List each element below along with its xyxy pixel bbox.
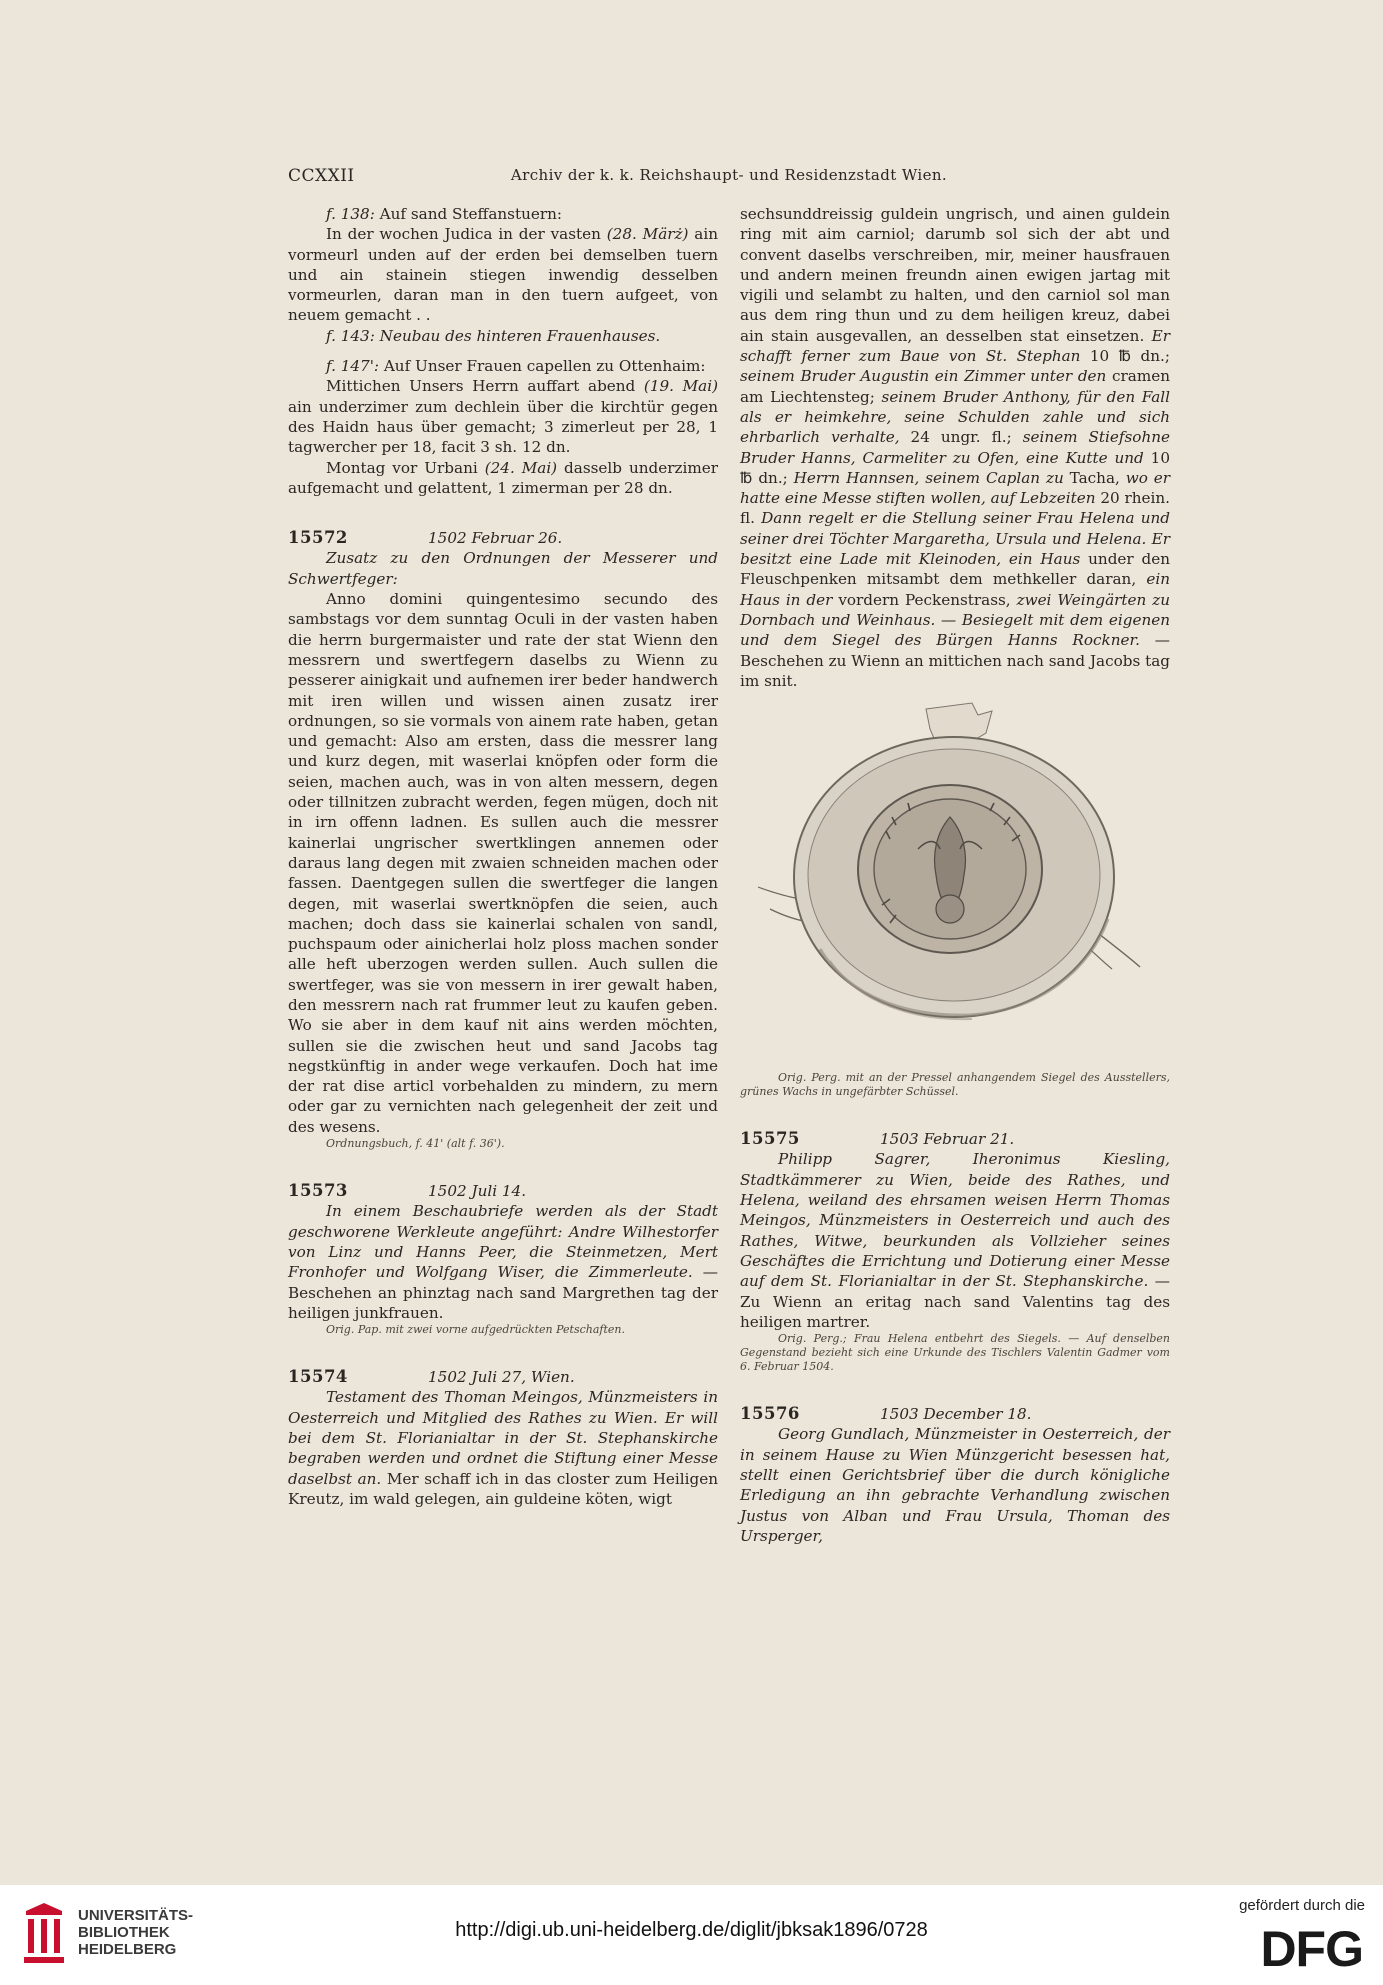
entry-source: Ordnungsbuch, f. 41' (alt f. 36'). xyxy=(326,1137,505,1151)
paragraph: sechsunddreissig guldein ungrisch, und ainen guldein ring mit aim carniol; darumb sol sich der abt und convent daselbs verschreiben, mir, meiner hausfrauen und andern meinen freundn ainen ewigen jartag mit vigili und selambt zu halten, und den carniol sol man aus dem ring thun und zu dem heiligen kreuz, dabei ain stain ausgevallen, an desselben stat einsetzen. Er schafft ferner zum Baue von St. Stephan 10 ℔ dn.; seinem Bruder Augustin ein Zimmer unter den cramen am Liechtensteg; seinem Bruder Anthony, für den Fall als er heimkehre, seine Schulden zahle und sich ehrbarlich verhalte, 24 ungr. fl.; seinem Stiefsohne Bruder Hanns, Carmeliter zu Ofen, eine Kutte und 10 ℔ dn.; Herrn Hannsen, seinem Caplan zu Tacha, wo er hatte eine Messe stiften wollen, auf Lebzeiten 20 rhein. fl. Dann regelt er die Stellung seiner Frau Helena und seiner drei Töchter Margaretha, Ursula und Helena. Er besitzt eine Lade mit Kleinoden, ein Haus under den Fleuschpenken mitsambt dem methkeller daran, ein Haus in der vordern Peckenstrass, zwei Weingärten zu Dornbach und Weinhaus. — Besiegelt mit dem eigenen und dem Siegel des Bürgen Hanns Rockner. — Beschehen zu Wienn an mittichen nach sand Jacobs tag im snit. xyxy=(740,205,1171,690)
entry-summary: Testament des Thoman Meingos, Münzmeisters in Oesterreich und Mitglied des Rathes zu Wien. Er will bei dem St. Florianialtar in der St. Stephanskirche begraben werden und ordnet die Stiftung einer Messe daselbst an. Mer schaff ich in das closter zum Heiligen Kreutz, im wald gelegen, ain guldeine köten, wigt xyxy=(288,1388,718,1508)
paragraph: f. 147': Auf Unser Frauen capellen zu Ottenhaim: xyxy=(326,357,706,376)
seal-drawing xyxy=(740,699,1170,1071)
entry-header xyxy=(288,1181,718,1201)
running-head xyxy=(288,166,1170,190)
paragraph: f. 138: Auf sand Steffanstuern: xyxy=(326,205,562,223)
right-column xyxy=(740,204,1170,1546)
seal-illustration xyxy=(740,699,1170,1071)
entry-date: 1503 December 18. xyxy=(880,1405,1032,1424)
dfg-logo[interactable]: DFG xyxy=(1260,1921,1363,1977)
entry-number: 15575 xyxy=(740,1129,800,1149)
entry-date: 1502 Juli 14. xyxy=(428,1182,527,1201)
page-folio: CCXXII xyxy=(288,166,355,186)
entry-date: 1502 Juli 27, Wien. xyxy=(428,1368,575,1387)
entry-number: 15574 xyxy=(288,1367,348,1387)
entry-header xyxy=(288,1367,718,1387)
entry-summary: Zusatz zu den Ordnungen der Messerer und Schwertfeger: xyxy=(288,549,718,588)
paragraph: Mittichen Unsers Herrn auffart abend (19. Mai) ain underzimer zum dechlein über die kirchtür gegen des Haidn haus über gemacht; 3 zimerleut per 28, 1 tagwercher per 18, facit 3 sh. 12 dn. xyxy=(288,377,718,457)
entry-date: 1503 Februar 21. xyxy=(880,1130,1015,1149)
entry-body: Anno domini quingentesimo secundo des sambstags vor dem sunntag Oculi in der vasten haben die herrn burgermaister und rate der stat Wienn den messrern und swertfegern daselbs zu Wienn zu pesserer ainigkait und aufnemen irer beder handwerch mit iren willen und wissen ainen zusatz irer ordnungen, so sie vormals von ainem rate haben, getan und gemacht: Also am ersten, dass die messrer lang und kurz degen, mit waserlai knöpfen oder form die seien, machen auch, was in von alten messern, degen oder tillnitzen zubracht werden, fegen mügen, doch nit in irn offenn ladnen. Es sullen auch die messrer kainerlai ungrischer swertklingen annemen oder daraus lang degen mit zwaien schneiden machen oder fassen. Daentgegen sullen die swertfeger die langen degen, mit waserlai swertknöpfen die seien, auch machen; doch dass sie kainerlai schalen von sandl, puchspaum oder ainicherlai holz ploss machen sonder alle heft uberzogen werden sullen. Auch sullen die swertfeger, was sie von messern in irer gewalt haben, den messrern nach rat frummer leut zu kaufen geben. Wo sie aber in dem kauf nit ains werden möchten, sullen sie die zwischen heut und sand Jacobs tag negstkünftig in ander wege verkaufen. Doch hat ime der rat dise articl vorbehalden zu mindern, zu mern oder gar zu vernichten nach gelegenheit der zeit und des wesens. xyxy=(288,590,718,1136)
entry-number: 15572 xyxy=(288,528,348,548)
entry-date: 1502 Februar 26. xyxy=(428,529,563,548)
entry-header xyxy=(740,1129,1170,1149)
entry-number: 15576 xyxy=(740,1404,800,1424)
library-name[interactable]: UNIVERSITÄTS- BIBLIOTHEK HEIDELBERG xyxy=(78,1907,194,1958)
entry-summary: Philipp Sagrer, Iheronimus Kiesling, Stadtkämmerer zu Wien, beide des Rathes, und Helena, weiland des ehrsamen weisen Herrn Thomas Meingos, Münzmeisters in Oesterreich und auch des Rathes, Witwe, beurkunden als Vollzieher seines Geschäftes die Errichtung und Dotierung einer Messe auf dem St. Florianialtar in der St. Stephanskirche. — Zu Wienn an eritag nach sand Valentins tag des heiligen martrer. xyxy=(740,1150,1170,1331)
paragraph: Montag vor Urbani (24. Mai) dasselb underzimer aufgemacht und gelattent, 1 zimerman per 28 dn. xyxy=(288,458,718,497)
funder-label: gefördert durch die xyxy=(1239,1897,1365,1914)
paragraph: In der wochen Judica in der vasten (28. Märż) ain vormeurl unden auf der erden bei demselben tuern und ain stainein stiegen inwendig desselben vormeurlen, daran man in den tuern aufgeet, von neuem gemacht . . xyxy=(288,225,719,325)
entry-header xyxy=(740,1404,1170,1424)
permalink-url[interactable]: http://digi.ub.uni-heidelberg.de/diglit/jbksak1896/0728 xyxy=(455,1919,928,1941)
paragraph: f. 143: Neubau des hinteren Frauenhauses. xyxy=(326,326,661,345)
left-column xyxy=(288,204,718,1509)
entry-summary: Georg Gundlach, Münzmeister in Oesterreich, der in seinem Hause zu Wien Münzgericht besessen hat, stellt einen Gerichtsbrief über die durch königliche Erledigung an ihn gebrachte Verhandlung zwischen Justus von Alban und Frau Ursula, Thoman des Ursperger, xyxy=(740,1425,1170,1545)
entry-source: Orig. Perg.; Frau Helena entbehrt des Siegels. — Auf denselben Gegenstand bezieht sich eine Urkunde des Tischlers Valentin Gadmer vom 6. Februar 1504. xyxy=(740,1332,1170,1374)
seal-caption: Orig. Perg. mit an der Pressel anhangendem Siegel des Ausstellers, grünes Wachs in ungefärbter Schüssel. xyxy=(740,1071,1170,1099)
entry-header xyxy=(288,528,718,548)
viewer-footer xyxy=(0,1885,1383,1985)
entry-source: Orig. Pap. mit zwei vorne aufgedrückten Petschaften. xyxy=(326,1323,625,1337)
entry-summary: In einem Beschaubriefe werden als der Stadt geschworene Werkleute angeführt: Andre Wilhestorfer von Linz und Hanns Peer, die Steinmetzen, Mert Fronhofer und Wolfgang Wiser, die Zimmerleute. — Beschehen an phinztag nach sand Margrethen tag der heiligen junkfrauen. xyxy=(288,1202,718,1322)
running-title: Archiv der k. k. Reichshaupt- und Residenzstadt Wien. xyxy=(510,166,948,184)
entry-number: 15573 xyxy=(288,1181,348,1201)
